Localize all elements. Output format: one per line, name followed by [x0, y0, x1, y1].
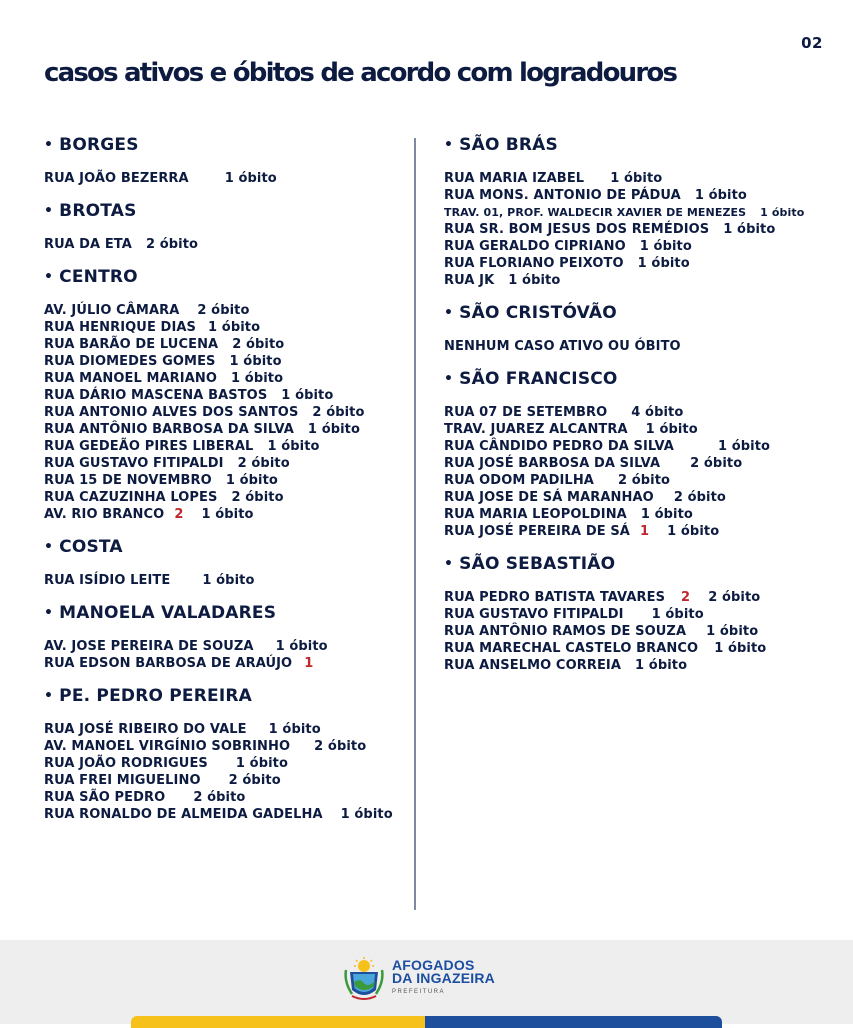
street-row: [444, 272, 844, 289]
street-name: RUA MARIA LEOPOLDINA: [444, 507, 627, 522]
neighborhood-name: SÃO BRÁS: [459, 135, 558, 155]
neighborhood-section: [44, 536, 404, 589]
street-name: RUA BARÃO DE LUCENA: [44, 337, 219, 352]
deaths-count: 1 óbito: [340, 807, 393, 822]
street-name: RUA JOSÉ RIBEIRO DO VALE: [44, 722, 247, 737]
deaths-count: 1 óbito: [201, 507, 254, 522]
neighborhood-name: PE. PEDRO PEREIRA: [59, 686, 252, 706]
bullet-icon: •: [44, 539, 54, 555]
street-row: [44, 387, 404, 404]
street-name: RUA JOSE DE SÁ MARANHAO: [444, 490, 654, 505]
deaths-count: 2 óbito: [690, 456, 743, 471]
neighborhood-name: BROTAS: [59, 201, 137, 221]
street-list: [444, 338, 844, 355]
neighborhood-section: [444, 368, 844, 540]
deaths-count: 1 óbito: [225, 473, 278, 488]
deaths-count: 1 óbito: [508, 273, 561, 288]
street-name: RUA 07 DE SETEMBRO: [444, 405, 608, 420]
bullet-icon: •: [44, 137, 54, 153]
street-list: [44, 170, 404, 187]
neighborhood-name: MANOELA VALADARES: [59, 603, 277, 623]
neighborhood-name: BORGES: [59, 135, 139, 155]
street-name: RUA 15 DE NOVEMBRO: [44, 473, 212, 488]
deaths-count: 2 óbito: [237, 456, 290, 471]
street-name: RUA HENRIQUE DIAS: [44, 320, 197, 335]
street-name: RUA JOSÉ PEREIRA DE SÁ: [444, 524, 630, 539]
bullet-icon: •: [444, 556, 454, 572]
deaths-count: 1 óbito: [635, 658, 688, 673]
page-number: 02: [801, 34, 823, 52]
deaths-count: 1 óbito: [667, 524, 720, 539]
bullet-icon: •: [44, 688, 54, 704]
street-row: [44, 755, 404, 772]
deaths-count: 2 óbito: [193, 790, 246, 805]
street-name: RUA JK: [444, 273, 495, 288]
logo-text-line2: DA INGAZEIRA: [392, 970, 495, 986]
footer-bar-blue: [425, 1016, 722, 1028]
logo-subtitle: PREFEITURA: [392, 989, 446, 995]
deaths-count: 2 óbito: [312, 405, 365, 420]
street-name: RUA MANOEL MARIANO: [44, 371, 218, 386]
street-row: [444, 338, 844, 355]
street-row: [444, 238, 844, 255]
deaths-count: 1 óbito: [307, 422, 361, 437]
street-list: [444, 404, 844, 540]
street-row: [44, 721, 404, 738]
deaths-count: 1 óbito: [723, 222, 776, 237]
deaths-count: 1 óbito: [275, 639, 328, 654]
street-name: RUA ANTÔNIO BARBOSA DA SILVA: [44, 422, 294, 437]
street-name: RUA GEDEÃO PIRES LIBERAL: [44, 439, 254, 454]
deaths-count: 1 óbito: [229, 354, 282, 369]
street-row: [444, 221, 844, 238]
street-name: RUA JOSÉ BARBOSA DA SILVA: [444, 456, 661, 471]
street-name: RUA DÁRIO MASCENA BASTOS: [44, 388, 268, 403]
street-row: [444, 623, 844, 640]
neighborhood-name: COSTA: [59, 537, 123, 557]
street-row: [44, 353, 404, 370]
neighborhood-section: [44, 266, 404, 523]
street-list: [44, 302, 404, 523]
bullet-icon: •: [44, 269, 54, 285]
street-row: [444, 640, 844, 657]
active-cases-count: 1: [304, 656, 314, 671]
street-name: RUA GERALDO CIPRIANO: [444, 239, 626, 254]
neighborhood-section: [444, 302, 844, 355]
coat-of-arms-icon: [342, 956, 386, 1002]
street-name: NENHUM CASO ATIVO OU ÓBITO: [444, 339, 681, 354]
right-column: [444, 134, 844, 687]
street-row: [444, 404, 844, 421]
street-row: [444, 657, 844, 674]
neighborhood-name: SÃO CRISTÓVÃO: [459, 303, 617, 323]
street-row: [44, 319, 404, 336]
street-row: [444, 606, 844, 623]
street-row: [44, 404, 404, 421]
deaths-count: 2 óbito: [231, 490, 284, 505]
neighborhood-section: [44, 685, 404, 823]
street-name: AV. RIO BRANCO: [44, 507, 165, 522]
street-list: [444, 589, 844, 674]
neighborhood-title: [44, 602, 404, 624]
street-name: AV. JÚLIO CÂMARA: [44, 303, 180, 318]
street-row: [44, 789, 404, 806]
neighborhood-section: [44, 134, 404, 187]
street-row: [44, 738, 404, 755]
street-row: [44, 806, 404, 823]
street-row: [44, 302, 404, 319]
deaths-count: 2 óbito: [232, 337, 285, 352]
street-row: [44, 655, 404, 672]
active-cases-count: 1: [639, 524, 650, 539]
neighborhood-title: [44, 134, 404, 156]
street-name: RUA SÃO PEDRO: [44, 790, 166, 805]
street-name: RUA MONS. ANTONIO DE PÁDUA: [444, 188, 681, 203]
deaths-count: 1 óbito: [235, 756, 289, 771]
street-name: AV. MANOEL VIRGÍNIO SOBRINHO: [44, 739, 291, 754]
street-name: RUA JOÃO RODRIGUES: [44, 756, 208, 771]
active-cases-count: 2: [174, 507, 184, 522]
street-row: [444, 472, 844, 489]
neighborhood-title: [44, 685, 404, 707]
bullet-icon: •: [44, 605, 54, 621]
street-row: [44, 772, 404, 789]
deaths-count: 1 óbito: [231, 371, 284, 386]
street-name: RUA FREI MIGUELINO: [44, 773, 201, 788]
street-list: [44, 638, 404, 672]
street-row: [444, 489, 844, 506]
neighborhood-title: [444, 302, 844, 324]
neighborhood-name: CENTRO: [59, 267, 138, 287]
bullet-icon: •: [444, 137, 454, 153]
street-row: [44, 421, 404, 438]
neighborhood-name: SÃO FRANCISCO: [459, 369, 618, 389]
deaths-count: 2 óbito: [145, 237, 199, 252]
deaths-count: 2 óbito: [673, 490, 726, 505]
street-name: RUA GUSTAVO FITIPALDI: [44, 456, 224, 471]
deaths-count: 1 óbito: [714, 641, 767, 656]
street-row: [44, 455, 404, 472]
street-row: [444, 523, 844, 540]
deaths-count: 1 óbito: [645, 422, 698, 437]
deaths-count: 4 óbito: [631, 405, 684, 420]
deaths-count: 1 óbito: [267, 439, 320, 454]
deaths-count: 1 óbito: [760, 206, 805, 219]
street-list: [44, 572, 404, 589]
neighborhood-section: [444, 553, 844, 674]
street-name: RUA DA ETA: [44, 237, 132, 252]
street-list: [44, 236, 404, 253]
street-name: RUA ODOM PADILHA: [444, 473, 594, 488]
street-name: RUA ANTONIO ALVES DOS SANTOS: [44, 405, 299, 420]
street-name: RUA GUSTAVO FITIPALDI: [444, 607, 624, 622]
street-name: RUA ANTÔNIO RAMOS DE SOUZA: [444, 624, 687, 639]
street-row: [444, 455, 844, 472]
neighborhood-title: [44, 266, 404, 288]
bullet-icon: •: [44, 203, 54, 219]
deaths-count: 2 óbito: [708, 590, 761, 605]
neighborhood-section: [44, 602, 404, 672]
street-name: RUA MARECHAL CASTELO BRANCO: [444, 641, 699, 656]
street-list: [444, 170, 844, 289]
street-row: [44, 489, 404, 506]
deaths-count: 1 óbito: [610, 171, 663, 186]
deaths-count: 1 óbito: [224, 171, 277, 186]
bullet-icon: •: [444, 305, 454, 321]
street-row: [44, 336, 404, 353]
street-row: [444, 438, 844, 455]
neighborhood-section: [444, 134, 844, 289]
street-name: RUA ANSELMO CORREIA: [444, 658, 622, 673]
street-name: RUA CÂNDIDO PEDRO DA SILVA: [444, 439, 674, 454]
street-name: RUA PEDRO BATISTA TAVARES: [444, 590, 666, 605]
deaths-count: 1 óbito: [281, 388, 334, 403]
street-name: RUA DIOMEDES GOMES: [44, 354, 216, 369]
street-row: [444, 187, 844, 204]
municipality-logo: [342, 956, 495, 1002]
deaths-count: 1 óbito: [639, 239, 692, 254]
street-row: [444, 170, 844, 187]
neighborhood-title: [444, 553, 844, 575]
street-row: [44, 638, 404, 655]
street-name: RUA JOÃO BEZERRA: [44, 171, 189, 186]
street-name: RUA RONALDO DE ALMEIDA GADELHA: [44, 807, 323, 822]
street-row: [444, 421, 844, 438]
neighborhood-section: [44, 200, 404, 253]
street-row: [44, 472, 404, 489]
deaths-count: 2 óbito: [228, 773, 281, 788]
street-row: [444, 255, 844, 272]
footer-bar-yellow: [131, 1016, 425, 1028]
neighborhood-title: [44, 536, 404, 558]
deaths-count: 2 óbito: [617, 473, 671, 488]
neighborhood-title: [444, 134, 844, 156]
street-row: [444, 204, 844, 221]
street-name: AV. JOSE PEREIRA DE SOUZA: [44, 639, 254, 654]
street-row: [44, 236, 404, 253]
deaths-count: 1 óbito: [694, 188, 747, 203]
street-name: RUA ISÍDIO LEITE: [44, 573, 171, 588]
deaths-count: 1 óbito: [268, 722, 321, 737]
deaths-count: 1 óbito: [637, 256, 690, 271]
neighborhood-name: SÃO SEBASTIÃO: [459, 554, 616, 574]
street-name: RUA MARIA IZABEL: [444, 171, 585, 186]
street-row: [444, 506, 844, 523]
street-row: [44, 506, 404, 523]
deaths-count: 1 óbito: [717, 439, 771, 454]
street-row: [444, 589, 844, 606]
deaths-count: 1 óbito: [651, 607, 704, 622]
left-column: [44, 134, 404, 836]
column-divider: [414, 138, 416, 910]
street-name: TRAV. JUAREZ ALCANTRA: [444, 422, 628, 437]
active-cases-count: 2: [681, 590, 691, 605]
street-name: RUA EDSON BARBOSA DE ARAÚJO: [44, 656, 293, 671]
street-row: [44, 572, 404, 589]
neighborhood-title: [444, 368, 844, 390]
neighborhood-title: [44, 200, 404, 222]
street-row: [44, 438, 404, 455]
deaths-count: 1 óbito: [202, 573, 255, 588]
logo-text-line1: AFOGADOS: [392, 957, 475, 973]
street-list: [44, 721, 404, 823]
street-name: RUA CAZUZINHA LOPES: [44, 490, 218, 505]
deaths-count: 1 óbito: [640, 507, 693, 522]
deaths-count: 1 óbito: [208, 320, 261, 335]
street-name: RUA FLORIANO PEIXOTO: [444, 256, 624, 271]
deaths-count: 2 óbito: [314, 739, 367, 754]
bullet-icon: •: [444, 371, 454, 387]
street-name: TRAV. 01, PROF. WALDECIR XAVIER DE MENEZES: [444, 206, 747, 219]
street-row: [44, 170, 404, 187]
street-name: RUA SR. BOM JESUS DOS REMÉDIOS: [444, 222, 710, 237]
deaths-count: 2 óbito: [197, 303, 250, 318]
street-row: [44, 370, 404, 387]
deaths-count: 1 óbito: [706, 624, 759, 639]
page-title: casos ativos e óbitos de acordo com logradouros: [44, 58, 677, 88]
